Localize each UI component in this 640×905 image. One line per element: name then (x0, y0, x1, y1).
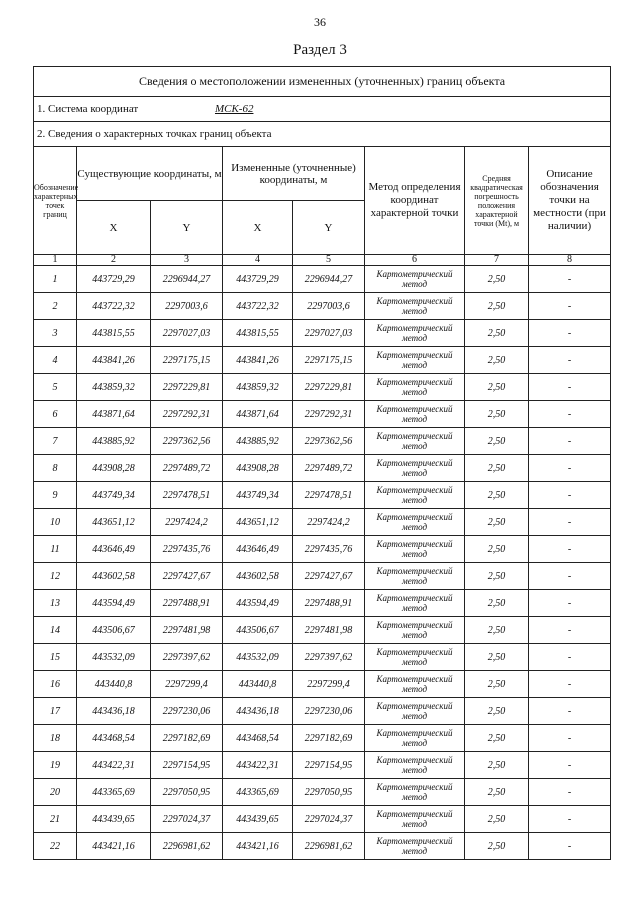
table-row (34, 266, 611, 293)
cell-method: Картометрический метод (365, 536, 465, 563)
cell-description: - (529, 455, 611, 482)
cell-description: - (529, 833, 611, 860)
cell-changed-x: 443602,58 (223, 563, 293, 590)
cell-existing-x: 443908,28 (77, 455, 151, 482)
cell-changed-x: 443365,69 (223, 779, 293, 806)
cell-existing-x: 443468,54 (77, 725, 151, 752)
cell-method: Картометрический метод (365, 590, 465, 617)
cell-point-number: 19 (34, 752, 77, 779)
cell-existing-x: 443439,65 (77, 806, 151, 833)
column-number: 1 (34, 255, 77, 266)
cell-changed-x: 443440,8 (223, 671, 293, 698)
cell-accuracy: 2,50 (465, 293, 529, 320)
cell-changed-y: 2297424,2 (293, 509, 365, 536)
cell-accuracy: 2,50 (465, 455, 529, 482)
cell-existing-x: 443440,8 (77, 671, 151, 698)
cell-point-number: 10 (34, 509, 77, 536)
header-existing-coords: Существующие координаты, м (77, 147, 223, 201)
cell-changed-y: 2297299,4 (293, 671, 365, 698)
cell-existing-y: 2297003,6 (151, 293, 223, 320)
cell-changed-x: 443841,26 (223, 347, 293, 374)
cell-changed-x: 443651,12 (223, 509, 293, 536)
header-changed-coords: Измененные (уточненные) координаты, м (223, 147, 365, 201)
table-row (34, 725, 611, 752)
cell-existing-y: 2297488,91 (151, 590, 223, 617)
cell-description: - (529, 725, 611, 752)
column-number: 3 (151, 255, 223, 266)
cell-method: Картометрический метод (365, 806, 465, 833)
cell-accuracy: 2,50 (465, 671, 529, 698)
header-changed-x: X (223, 201, 293, 255)
cell-description: - (529, 293, 611, 320)
cell-description: - (529, 671, 611, 698)
table-row (34, 536, 611, 563)
cell-existing-x: 443421,16 (77, 833, 151, 860)
cell-changed-x: 443859,32 (223, 374, 293, 401)
coord-system-value: МСК-62 (214, 103, 254, 115)
cell-point-number: 21 (34, 806, 77, 833)
cell-existing-x: 443871,64 (77, 401, 151, 428)
cell-accuracy: 2,50 (465, 698, 529, 725)
cell-accuracy: 2,50 (465, 482, 529, 509)
column-number: 8 (529, 255, 611, 266)
cell-changed-y: 2297027,03 (293, 320, 365, 347)
cell-existing-y: 2297362,56 (151, 428, 223, 455)
column-number-row (34, 255, 611, 266)
table-row (34, 806, 611, 833)
cell-point-number: 15 (34, 644, 77, 671)
cell-method: Картометрический метод (365, 509, 465, 536)
cell-accuracy: 2,50 (465, 563, 529, 590)
cell-point-number: 5 (34, 374, 77, 401)
cell-existing-y: 2297481,98 (151, 617, 223, 644)
cell-description: - (529, 482, 611, 509)
cell-point-number: 16 (34, 671, 77, 698)
cell-point-number: 14 (34, 617, 77, 644)
cell-changed-y: 2297050,95 (293, 779, 365, 806)
column-number: 7 (465, 255, 529, 266)
cell-description: - (529, 401, 611, 428)
cell-existing-x: 443436,18 (77, 698, 151, 725)
cell-method: Картометрический метод (365, 779, 465, 806)
cell-changed-x: 443646,49 (223, 536, 293, 563)
table-row (34, 698, 611, 725)
cell-changed-x: 443422,31 (223, 752, 293, 779)
section-title: Раздел 3 (293, 42, 347, 58)
cell-point-number: 9 (34, 482, 77, 509)
cell-description: - (529, 644, 611, 671)
cell-point-number: 17 (34, 698, 77, 725)
cell-description: - (529, 509, 611, 536)
cell-method: Картометрический метод (365, 320, 465, 347)
header-method: Метод определения координат характерной точки (365, 147, 465, 255)
cell-changed-y: 2297481,98 (293, 617, 365, 644)
cell-existing-x: 443594,49 (77, 590, 151, 617)
cell-point-number: 2 (34, 293, 77, 320)
cell-accuracy: 2,50 (465, 617, 529, 644)
cell-changed-y: 2296981,62 (293, 833, 365, 860)
cell-method: Картометрический метод (365, 293, 465, 320)
cell-existing-x: 443749,34 (77, 482, 151, 509)
cell-accuracy: 2,50 (465, 536, 529, 563)
cell-changed-y: 2297229,81 (293, 374, 365, 401)
cell-description: - (529, 806, 611, 833)
cell-method: Картометрический метод (365, 374, 465, 401)
cell-changed-x: 443729,29 (223, 266, 293, 293)
cell-changed-y: 2297435,76 (293, 536, 365, 563)
cell-accuracy: 2,50 (465, 320, 529, 347)
cell-accuracy: 2,50 (465, 347, 529, 374)
cell-point-number: 13 (34, 590, 77, 617)
cell-method: Картометрический метод (365, 617, 465, 644)
table-row (34, 455, 611, 482)
header-accuracy: Средняя квадратическая погрешность положения характерной точки (Mt), м (465, 147, 529, 255)
coord-system-label: 1. Система координат (37, 103, 139, 115)
table-row (34, 752, 611, 779)
cell-accuracy: 2,50 (465, 833, 529, 860)
cell-accuracy: 2,50 (465, 779, 529, 806)
cell-existing-x: 443602,58 (77, 563, 151, 590)
cell-point-number: 8 (34, 455, 77, 482)
cell-existing-y: 2297229,81 (151, 374, 223, 401)
header-existing-y: Y (151, 201, 223, 255)
table-row (34, 509, 611, 536)
cell-accuracy: 2,50 (465, 266, 529, 293)
cell-changed-x: 443506,67 (223, 617, 293, 644)
cell-changed-y: 2297175,15 (293, 347, 365, 374)
cell-existing-y: 2297027,03 (151, 320, 223, 347)
cell-accuracy: 2,50 (465, 752, 529, 779)
cell-changed-x: 443815,55 (223, 320, 293, 347)
table-row (34, 482, 611, 509)
cell-method: Картометрический метод (365, 671, 465, 698)
boundary-points-table (33, 66, 611, 860)
cell-existing-x: 443646,49 (77, 536, 151, 563)
cell-method: Картометрический метод (365, 266, 465, 293)
cell-point-number: 4 (34, 347, 77, 374)
cell-changed-y: 2296944,27 (293, 266, 365, 293)
cell-changed-x: 443421,16 (223, 833, 293, 860)
cell-existing-y: 2297435,76 (151, 536, 223, 563)
column-number: 5 (293, 255, 365, 266)
table-row (34, 644, 611, 671)
table-row (34, 833, 611, 860)
cell-changed-y: 2297362,56 (293, 428, 365, 455)
cell-changed-y: 2297230,06 (293, 698, 365, 725)
cell-description: - (529, 536, 611, 563)
cell-description: - (529, 563, 611, 590)
cell-existing-y: 2297154,95 (151, 752, 223, 779)
cell-point-number: 12 (34, 563, 77, 590)
cell-changed-y: 2297397,62 (293, 644, 365, 671)
cell-existing-x: 443841,26 (77, 347, 151, 374)
cell-description: - (529, 617, 611, 644)
header-description: Описание обозначения точки на местности (при наличии) (529, 147, 611, 255)
cell-method: Картометрический метод (365, 482, 465, 509)
cell-method: Картометрический метод (365, 455, 465, 482)
table-row (34, 671, 611, 698)
cell-accuracy: 2,50 (465, 509, 529, 536)
cell-method: Картометрический метод (365, 428, 465, 455)
cell-changed-x: 443749,34 (223, 482, 293, 509)
cell-changed-y: 2297024,37 (293, 806, 365, 833)
cell-point-number: 20 (34, 779, 77, 806)
cell-accuracy: 2,50 (465, 401, 529, 428)
cell-changed-x: 443871,64 (223, 401, 293, 428)
cell-point-number: 1 (34, 266, 77, 293)
cell-existing-x: 443506,67 (77, 617, 151, 644)
cell-changed-x: 443722,32 (223, 293, 293, 320)
cell-method: Картометрический метод (365, 347, 465, 374)
cell-accuracy: 2,50 (465, 806, 529, 833)
cell-method: Картометрический метод (365, 833, 465, 860)
header-designation: Обозначение характерных точек границ (34, 147, 77, 255)
cell-changed-x: 443468,54 (223, 725, 293, 752)
cell-existing-x: 443815,55 (77, 320, 151, 347)
cell-method: Картометрический метод (365, 752, 465, 779)
points-heading: 2. Сведения о характерных точках границ объекта (34, 122, 611, 147)
cell-existing-y: 2297024,37 (151, 806, 223, 833)
cell-changed-x: 443594,49 (223, 590, 293, 617)
cell-accuracy: 2,50 (465, 428, 529, 455)
column-number: 6 (365, 255, 465, 266)
cell-description: - (529, 347, 611, 374)
cell-description: - (529, 752, 611, 779)
table-row (34, 374, 611, 401)
cell-changed-x: 443885,92 (223, 428, 293, 455)
cell-accuracy: 2,50 (465, 644, 529, 671)
cell-description: - (529, 779, 611, 806)
column-number: 2 (77, 255, 151, 266)
cell-existing-x: 443532,09 (77, 644, 151, 671)
table-row (34, 590, 611, 617)
coord-system-line (34, 97, 611, 122)
cell-description: - (529, 698, 611, 725)
cell-description: - (529, 590, 611, 617)
cell-existing-y: 2297489,72 (151, 455, 223, 482)
cell-existing-y: 2297424,2 (151, 509, 223, 536)
cell-changed-x: 443436,18 (223, 698, 293, 725)
table-row (34, 320, 611, 347)
cell-existing-y: 2297175,15 (151, 347, 223, 374)
cell-point-number: 7 (34, 428, 77, 455)
cell-changed-y: 2297154,95 (293, 752, 365, 779)
cell-changed-y: 2297489,72 (293, 455, 365, 482)
header-changed-y: Y (293, 201, 365, 255)
cell-accuracy: 2,50 (465, 725, 529, 752)
cell-method: Картометрический метод (365, 401, 465, 428)
cell-existing-y: 2297182,69 (151, 725, 223, 752)
cell-changed-y: 2297003,6 (293, 293, 365, 320)
table-row (34, 779, 611, 806)
cell-existing-x: 443422,31 (77, 752, 151, 779)
cell-changed-y: 2297488,91 (293, 590, 365, 617)
cell-existing-x: 443885,92 (77, 428, 151, 455)
cell-accuracy: 2,50 (465, 590, 529, 617)
cell-changed-y: 2297478,51 (293, 482, 365, 509)
cell-accuracy: 2,50 (465, 374, 529, 401)
cell-changed-y: 2297427,67 (293, 563, 365, 590)
cell-existing-x: 443651,12 (77, 509, 151, 536)
cell-existing-y: 2297299,4 (151, 671, 223, 698)
cell-changed-x: 443908,28 (223, 455, 293, 482)
table-row (34, 428, 611, 455)
cell-point-number: 3 (34, 320, 77, 347)
cell-existing-y: 2297427,67 (151, 563, 223, 590)
cell-point-number: 6 (34, 401, 77, 428)
cell-existing-y: 2297292,31 (151, 401, 223, 428)
cell-description: - (529, 428, 611, 455)
cell-existing-x: 443365,69 (77, 779, 151, 806)
table-row (34, 293, 611, 320)
cell-existing-y: 2297397,62 (151, 644, 223, 671)
table-row (34, 401, 611, 428)
cell-description: - (529, 374, 611, 401)
column-number: 4 (223, 255, 293, 266)
cell-method: Картометрический метод (365, 725, 465, 752)
header-existing-x: X (77, 201, 151, 255)
cell-existing-y: 2297478,51 (151, 482, 223, 509)
cell-point-number: 11 (34, 536, 77, 563)
cell-point-number: 18 (34, 725, 77, 752)
table-row (34, 563, 611, 590)
cell-changed-x: 443532,09 (223, 644, 293, 671)
cell-method: Картометрический метод (365, 563, 465, 590)
cell-description: - (529, 266, 611, 293)
cell-method: Картометрический метод (365, 644, 465, 671)
cell-existing-y: 2296944,27 (151, 266, 223, 293)
cell-existing-x: 443859,32 (77, 374, 151, 401)
cell-existing-y: 2296981,62 (151, 833, 223, 860)
cell-existing-x: 443729,29 (77, 266, 151, 293)
table-row (34, 347, 611, 374)
cell-method: Картометрический метод (365, 698, 465, 725)
page-number: 36 (314, 15, 326, 29)
cell-existing-x: 443722,32 (77, 293, 151, 320)
cell-description: - (529, 320, 611, 347)
cell-existing-y: 2297230,06 (151, 698, 223, 725)
table-row (34, 617, 611, 644)
cell-existing-y: 2297050,95 (151, 779, 223, 806)
cell-changed-x: 443439,65 (223, 806, 293, 833)
cell-point-number: 22 (34, 833, 77, 860)
cell-changed-y: 2297182,69 (293, 725, 365, 752)
cell-changed-y: 2297292,31 (293, 401, 365, 428)
table-title: Сведения о местоположении измененных (уточненных) границ объекта (34, 67, 611, 97)
